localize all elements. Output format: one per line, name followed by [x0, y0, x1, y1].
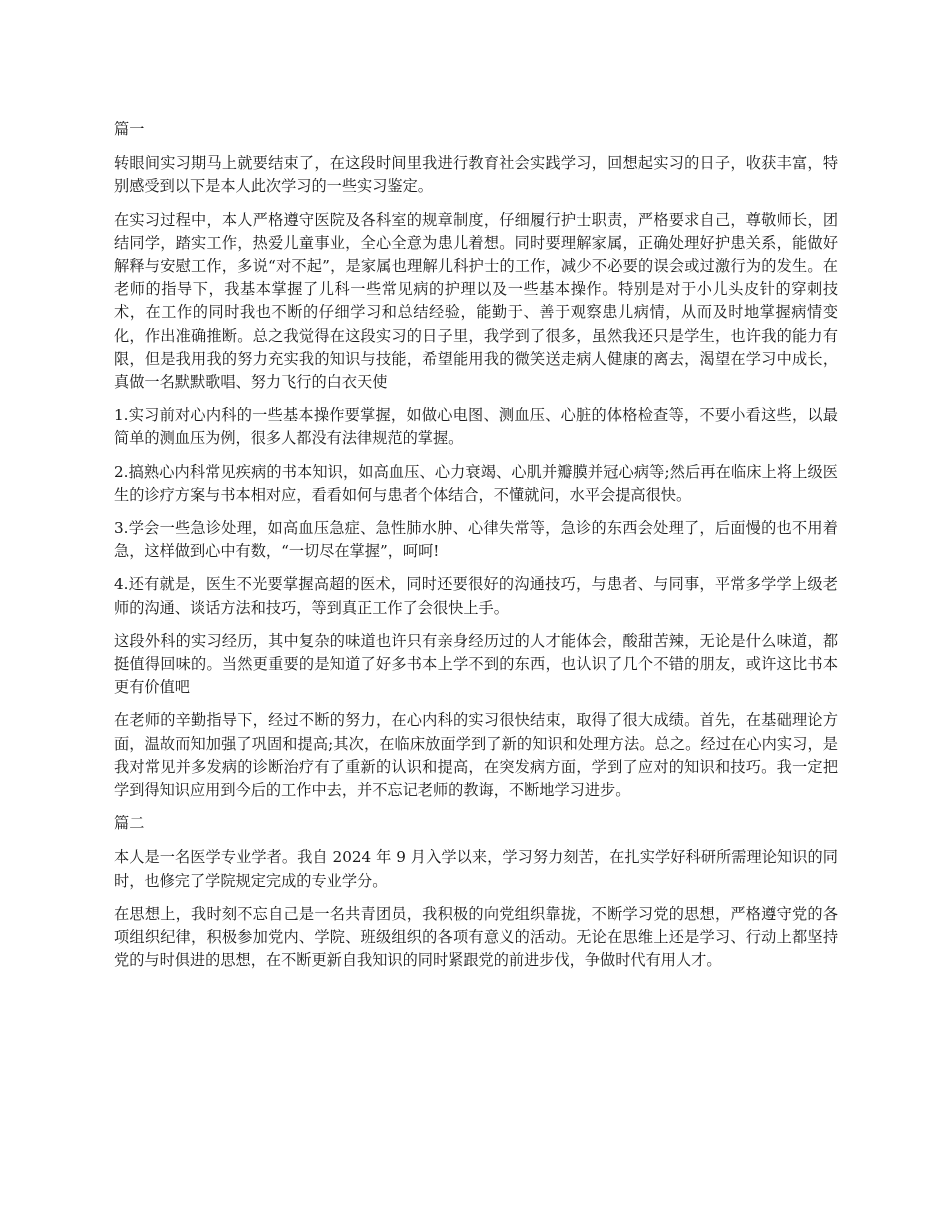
paragraph-ideology: 在思想上，我时刻不忘自己是一名共青团员，我积极的向党组织靠拢，不断学习党的思想，严格遵守党的各项组织纪律，积极参加党内、学院、班级组织的各项有意义的活动。无论在思维上还是学习、行动上都坚持党的与时俱进的思想，在不断更新自我知识的同时紧跟党的前进步伐，争做时代有用人才。: [114, 904, 838, 970]
paragraph-intro: 转眼间实习期马上就要结束了，在这段时间里我进行教育社会实践学习，回想起实习的日子，收获丰富，特别感受到以下是本人此次学习的一些实习鉴定。: [114, 154, 838, 196]
paragraph-point-1: 1.实习前对心内科的一些基本操作要掌握，如做心电图、测血压、心脏的体格检查等，不要小看这些，以最简单的测血压为例，很多人都没有法律规范的掌握。: [114, 406, 838, 448]
paragraph-point-3: 3.学会一些急诊处理，如高血压急症、急性肺水肿、心律失常等，急诊的东西会处理了，后面慢的也不用着急，这样做到心中有数，“一切尽在掌握”，呵呵!: [114, 519, 838, 561]
paragraph-point-4: 4.还有就是，医生不光要掌握高超的医术，同时还要很好的沟通技巧，与患者、与同事，平常多学学上级老师的沟通、谈话方法和技巧，等到真正工作了会很快上手。: [114, 575, 838, 617]
section-heading-1: 篇一: [114, 120, 145, 138]
document-body: [114, 118, 838, 983]
paragraph-summary: 在老师的辛勤指导下，经过不断的努力，在心内科的实习很快结束，取得了很大成绩。首先，在基础理论方面，温故而知加强了巩固和提高;其次，在临床放面学到了新的知识和处理方法。总之。经过在心内实习，是我对常见并多发病的诊断治疗有了重新的认识和提高，在突发病方面，学到了应对的知识和技巧。我一定把学到得知识应用到今后的工作中去，并不忘记老师的教诲，不断地学习进步。: [114, 711, 838, 800]
section-heading-2: 篇二: [114, 814, 145, 833]
paragraph-surgery-experience: 这段外科的实习经历，其中复杂的味道也许只有亲身经历过的人才能体会，酸甜苦辣，无论是什么味道，都挺值得回味的。当然更重要的是知道了好多书本上学不到的东西，也认识了几个不错的朋友，或许这比书本更有价值吧: [114, 631, 838, 697]
paragraph-self-intro: 本人是一名医学专业学者。我自 2024 年 9 月入学以来，学习努力刻苦，在扎实学好科研所需理论知识的同时，也修完了学院规定完成的专业学分。: [114, 848, 838, 890]
paragraph-internship: 在实习过程中，本人严格遵守医院及各科室的规章制度，仔细履行护士职责，严格要求自己，尊敬师长，团结同学，踏实工作，热爱儿童事业，全心全意为患儿着想。同时要理解家属，正确处理好护患关系，能做好解释与安慰工作，多说“对不起”，是家属也理解儿科护士的工作，减少不必要的误会或过激行为的发生。在老师的指导下，我基本掌握了儿科一些常见病的护理以及一些基本操作。特别是对于小儿头皮针的穿刺技术，在工作的同时我也不断的仔细学习和总结经验，能勤于、善于观察患儿病情，从而及时地掌握病情变化，作出准确推断。总之我觉得在这段实习的日子里，我学到了很多，虽然我还只是学生，也许我的能力有限，但是我用我的努力充实我的知识与技能，希望能用我的微笑送走病人健康的离去，渴望在学习中成长，真做一名默默歌唱、努力飞行的白衣天使: [114, 210, 838, 392]
paragraph-point-2: 2.搞熟心内科常见疾病的书本知识，如高血压、心力衰竭、心肌并瓣膜并冠心病等;然后再在临床上将上级医生的诊疗方案与书本相对应，看看如何与患者个体结合，不懂就问，水平会提高很快。: [114, 462, 838, 504]
